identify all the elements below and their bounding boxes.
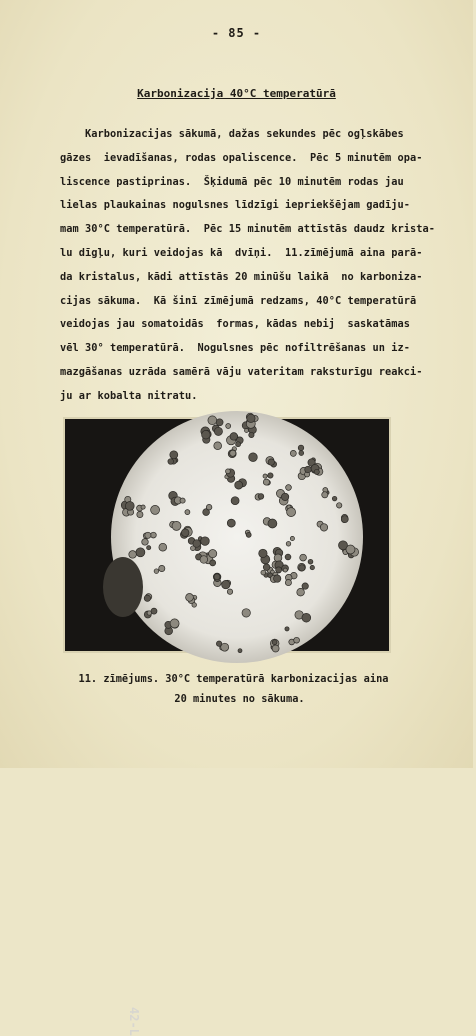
crystal-particle [322,492,328,498]
crystal-particle [281,493,288,500]
crystal-particle [285,627,289,631]
crystal-particle [192,603,197,608]
crystal-particle [226,424,231,429]
paragraph-line: veidojas jau somatoidās formas, kādas nebij saskatāmas [60,318,410,331]
paragraph-line: ju ar kobalta nitratu. [60,389,198,402]
crystal-particle [314,469,319,474]
crystal-particle [235,481,243,489]
crystal-particle [287,508,296,517]
crystal-particle [297,588,305,596]
crystal-particle [258,494,264,500]
crystal-particle [274,575,281,582]
paragraph-line: Karbonizacijas sākumā, dažas sekundes pēc ogļskābes [60,128,404,140]
crystal-particle [214,442,222,450]
paragraph-line: mazgāšanas uzrāda samērā vāju vateritam raksturīgu reakci- [60,365,423,378]
crystal-particle [249,453,258,462]
crystal-particle [236,442,241,447]
crystal-particle [268,519,277,528]
crystal-particle [261,570,266,575]
paragraph-line: lielas plaukainas nogulsnes līdzīgi iepriekšējam gadīju- [60,199,410,212]
crystal-particle [268,473,273,478]
crystal-particle [242,609,250,617]
crystal-particle [141,505,145,509]
paragraph-line: vēl 30° temperatūrā. Nogulsnes pēc nofiltrēšanas un iz- [60,342,410,355]
page-number: - 85 - [211,26,262,40]
crystal-particle [125,502,134,511]
crystal-particle [263,564,270,571]
crystal-particle [247,414,255,422]
crystal-particle [274,554,282,562]
paragraph-line: cijas sākuma. Kā šinī zīmējumā redzams, 40°C temperatūrā [60,294,417,307]
crystal-particle [180,498,185,503]
crystal-particle [299,565,305,571]
crystal-particle [147,611,151,615]
crystal-particle [230,433,238,441]
crystal-particle [231,497,239,505]
crystal-particle [144,595,150,601]
crystal-particle [193,540,201,548]
crystal-particle [283,568,287,572]
crystal-particle [302,583,308,589]
crystal-particle [129,551,137,559]
debris-shadow [103,557,143,617]
crystal-particle [151,608,157,614]
crystal-particle [294,637,300,643]
crystal-particle [259,549,267,557]
crystal-particle [185,510,190,515]
crystal-particle [159,565,165,571]
paragraph-line: mam 30°C temperatūrā. Pēc 15 minutēm attīstās daudz krista- [60,223,435,236]
crystal-particle [286,542,291,547]
paragraph-line: liscence pastiprinas. Šķidumā pēc 10 minutēm rodas jau [60,175,404,188]
crystal-particle [263,479,269,485]
crystal-particle [170,619,179,628]
crystal-particle [142,539,149,546]
crystal-particle [147,546,151,550]
crystal-particle [226,469,231,474]
body-paragraph [60,123,460,409]
crystal-particle [346,545,355,554]
crystal-particle [186,594,194,602]
micrograph-image [65,419,389,651]
crystal-particle [246,532,251,537]
crystal-particle [285,580,291,586]
paragraph-line: lu dīgļu, kuri veidojas kā dvīņi. 11.zīmējumā aina parā- [60,246,423,259]
crystal-particle [136,548,145,557]
section-heading-text: Karbonizacija 40°C temperatūrā [137,87,336,100]
crystal-particle [168,459,174,465]
crystal-particle [227,589,232,594]
crystal-particle [151,532,157,538]
crystal-particle [151,505,160,514]
crystal-particle [285,554,291,560]
crystal-particle [299,451,304,456]
crystal-particle [172,521,181,530]
crystal-particle [298,445,304,451]
crystal-particle [286,485,292,491]
crystal-particle [320,524,327,531]
crystal-particle [159,543,167,551]
crystal-particle [272,645,279,652]
crystal-particle [245,429,249,433]
crystal-particle [341,516,348,523]
crystal-particle [181,529,189,537]
crystal-particle [209,550,217,558]
paragraph-line: da kristalus, kādi attīstās 20 minūšu laikā no karboniza- [60,270,423,283]
crystal-particle [200,556,208,564]
crystal-particle [263,474,267,478]
crystal-particle [145,532,151,538]
crystal-particle [300,554,307,561]
crystal-particle [214,427,222,435]
crystal-particle [206,504,212,510]
crystal-particle [268,459,274,465]
crystal-particle [201,537,210,546]
crystal-particle [214,574,220,580]
crystal-particle [202,430,211,439]
crystal-particle [308,559,313,564]
crystal-particle [249,432,254,437]
crystal-particle [210,560,216,566]
crystal-particle [227,519,235,527]
section-heading [0,87,473,100]
crystal-particle [154,569,159,574]
crystal-particle [272,640,277,645]
crystal-particle [337,503,342,508]
crystal-particle [170,451,178,459]
crystal-particle [230,450,236,456]
paragraph-line: gāzes ievadīšanas, rodas opaliscence. Pēc 5 minutēm opa- [60,151,423,164]
crystal-particle [216,419,223,426]
crystal-particle [332,496,337,501]
figure-caption-line-2: 20 minutes no sākuma. [174,693,305,705]
crystal-particle [276,567,282,573]
figure-caption-line-1: 11. zīmējums. 30°C temperatūrā karbonizacijas aina [78,673,389,685]
crystal-particle [290,536,294,540]
crystal-particle [216,641,221,646]
crystal-particle [238,649,242,653]
crystal-particle [290,450,296,456]
crystal-particle [302,613,311,622]
plate-label: 42-L [127,1007,141,1036]
crystal-particle [208,416,217,425]
crystal-particle [222,580,230,588]
crystal-particle [310,565,314,569]
crystal-particle [305,466,312,473]
crystal-particle [137,511,143,517]
